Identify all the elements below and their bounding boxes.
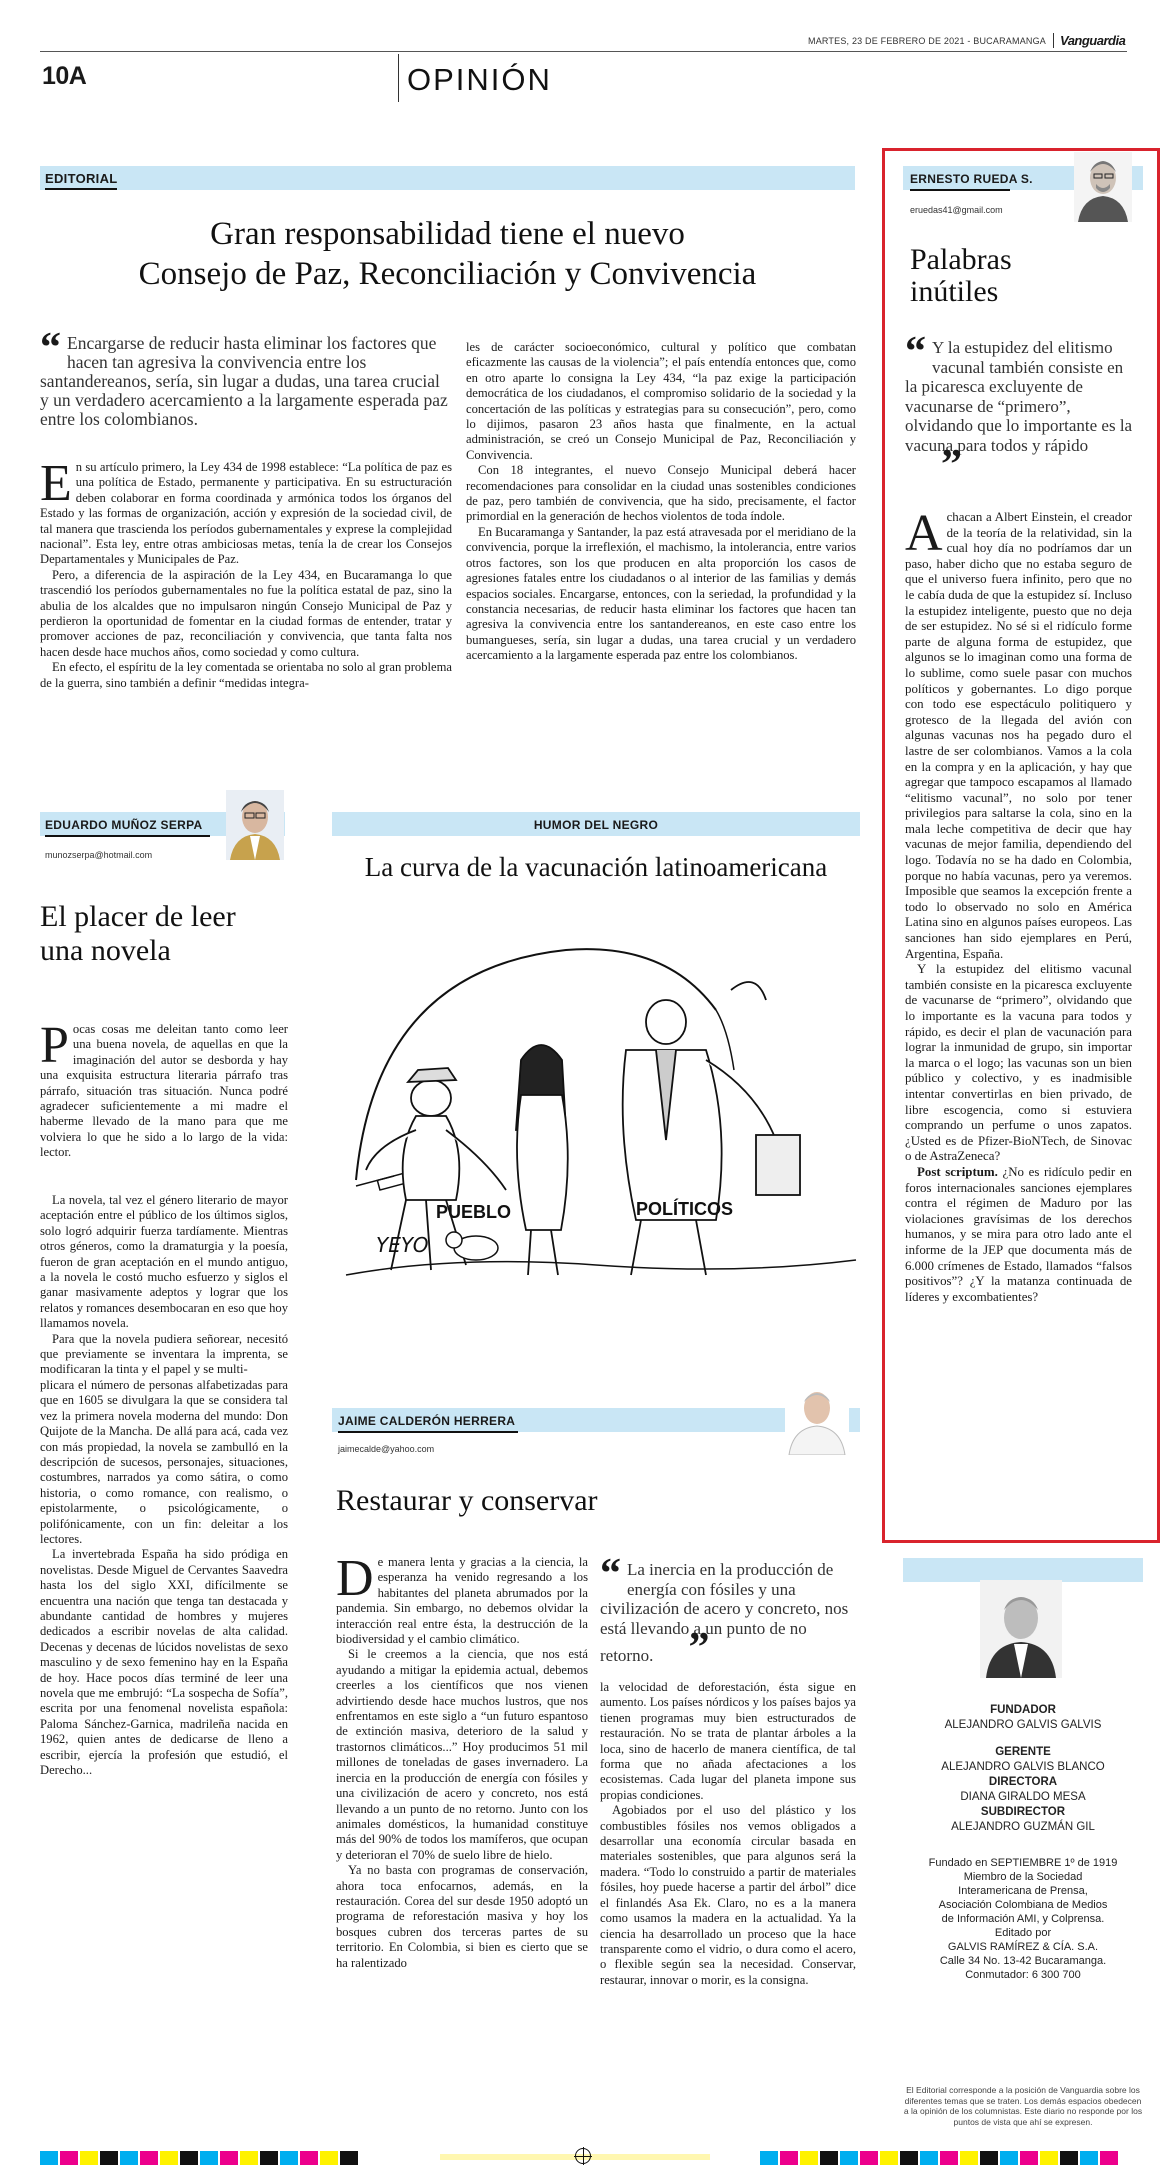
munoz-title-line2: una novela <box>40 934 171 967</box>
open-quote-mark: “ <box>905 329 926 375</box>
masthead-info-line: Interamericana de Prensa, <box>958 1885 1088 1897</box>
directora-name: DIANA GIRALDO MESA <box>960 1791 1086 1803</box>
editorial-c2-p3: En Bucaramanga y Santander, la paz está atravesada por el meridiano de la convivencia, porque la irreflexión, el machismo, la intolerancia, entre varios otros factores, son los que producen en alta proporción los casos de agresiones fatales entre los ciudadanos o al interior de las familias y demás espacios sociales. Encargarse, entonces, con la seriedad, la profundidad y la constancia necesarias, de reducir hasta eliminar los factores que hacen tan agresiva la convivencia entre los santandereanos, en este caso entre los bumangueses, sería, sin lugar a dudas, una tarea crucial y un verdadero acercamiento a la largamente esperada paz entre los colombianos. <box>466 524 856 663</box>
calderon-column-1 <box>336 1550 588 1971</box>
rueda-author-underline <box>910 189 1010 191</box>
close-quote-mark: ” <box>688 1625 710 1671</box>
cartoon-label-politicos: POLÍTICOS <box>636 1199 734 1219</box>
open-quote-mark: “ <box>40 325 61 371</box>
calderon-dropcap: D <box>336 1550 374 1607</box>
rueda-p3: ¿No es ridículo pedir en foros internacionales sanciones ejemplares contra el régimen de Maduro por las violaciones gravísimas de los derechos humanos, y se mira para otro lado ante el informe de la JEP que documenta más de 6.000 crímenes de Estado, llamados “falsos positivos”? ¿Y la matanza continuada de líderes y excombatientes? <box>905 1164 1132 1304</box>
open-quote-mark: “ <box>600 1551 621 1597</box>
color-registration-right <box>760 2150 1120 2169</box>
editorial-label-underline <box>45 188 117 190</box>
masthead-info <box>903 1856 1143 1982</box>
gerente-label: GERENTE <box>995 1746 1051 1758</box>
editorial-title-line2: Consejo de Paz, Reconciliación y Convivencia <box>138 256 757 292</box>
calderon-author-underline <box>338 1431 518 1433</box>
munoz-title-line1: El placer de leer <box>40 900 236 933</box>
rueda-author: ERNESTO RUEDA S. <box>910 172 1033 186</box>
munoz-body-top <box>40 1017 288 1161</box>
directora-label: DIRECTORA <box>988 1776 1058 1788</box>
calderon-pull-quote <box>600 1551 856 1671</box>
editorial-label: EDITORIAL <box>45 171 118 186</box>
editorial-title <box>40 214 855 294</box>
masthead-info-line: de Información AMI, y Colprensa. <box>941 1913 1105 1925</box>
rueda-title-line2: inútiles <box>910 275 999 308</box>
calderon-p4: la velocidad de deforestación, ésta sigue en aumento. Los países nórdicos y los países bajos ya tienen programas muy bien estructurados de restauración. No se trata de plantar árboles a la loca, sino de hacerlo de manera científica, de tal forma que no añada afectaciones a los ecosistemas. Cada lugar del planeta impone sus propias condiciones. <box>600 1680 856 1802</box>
header-rule <box>40 51 1127 52</box>
registration-mark-icon <box>575 2148 591 2164</box>
date-line: MARTES, 23 DE FEBRERO DE 2021 - BUCARAMANGA <box>808 36 1046 46</box>
masthead-info-line: Fundado en SEPTIEMBRE 1º de 1919 <box>928 1857 1118 1869</box>
masthead-info-line: GALVIS RAMÍREZ & CÍA. S.A. <box>947 1941 1099 1953</box>
calderon-email: jaimecalde@yahoo.com <box>338 1444 435 1454</box>
masthead-info-line: Editado por <box>994 1927 1052 1939</box>
fundador-name: ALEJANDRO GALVIS GALVIS <box>944 1719 1102 1731</box>
rueda-pull-quote <box>905 329 1137 488</box>
calderon-p3: Ya no basta con programas de conservación, ahora toca enfocarnos, además, en la restauración. Corea del sur desde 1950 adoptó un programa de reforestación masiva y hoy los bosques cubren dos terceras partes de su territorio. En Colombia, si bien es cierto que se ha ralentizado <box>336 1863 588 1970</box>
gerente-name: ALEJANDRO GALVIS BLANCO <box>941 1761 1105 1773</box>
munoz-author-underline <box>45 835 210 837</box>
editorial-bar <box>40 166 855 190</box>
editorial-quote-text: Encargarse de reducir hasta eliminar los factores que hacen tan agresiva la convivencia entre los santandereanos, sería, sin lugar a dudas, una tarea crucial y un verdadero acercamiento a la largamente esperada paz entre los colombianos. <box>40 333 448 429</box>
masthead-info-line: Miembro de la Sociedad <box>963 1871 1083 1883</box>
editorial-dropcap: E <box>40 455 72 512</box>
munoz-title <box>40 900 236 968</box>
editorial-column-2 <box>466 340 856 664</box>
rueda-email: eruedas41@gmail.com <box>910 205 1003 215</box>
munoz-p3b: plicara el número de personas alfabetizadas para que en 1605 se divulgara la que se considera tal vez la primera novela moderna del mundo: Don Quijote de la Mancha. De allá para acá, cada vez con más propiedad, la novela se zambulló en la descripción de sucesos, personajes, situaciones, costumbres, narrados ya como sátira, o como historia, o como romance, con realismo, o epistolarmente, o psicológicamente, o polifónicamente, con un fin: deleitar a los lectores. <box>40 1377 288 1546</box>
calderon-p5: Agobiados por el uso del plástico y los combustibles fósiles nos vemos obligados a desarrollar una economía circular basada en materiales sostenibles, que para algunos será la madera. “Todo lo construido a partir de materiales fósiles, hoy puede hacerse a partir del árbol” dice el finlandés Asa Ek. Claro, no es a la manera como usamos la madera en la actualidad. Ya la ciencia ha desarrollado un proceso que la hace transparente como el vidrio, o dura como el acero, o flexible según sea la necesidad. Conservar, restaurar, innovar o morir, es la consigna. <box>600 1803 856 1987</box>
munoz-photo <box>226 790 284 860</box>
humor-label: HUMOR DEL NEGRO <box>533 818 659 832</box>
rueda-p2: Y la estupidez del elitismo vacunal también consiste en la picaresca excluyente de vacunarse de “primero”, olvidando que lo importante es la vacuna para todos y rápido, es decir el plan de vacunación para lograr la inmunidad de grupo, sin importar la marca o el logo; las vacunas son un bien público y colectivo, y es inadmisible intentar convertirlas en bien privado, de libre escogencia, como si estuviera comprando un perfume o unos zapatos. ¿Usted es de Pfizer-BioNTech, de Sinovac o de AstraZeneca? <box>905 962 1132 1164</box>
munoz-p2-text: La novela, tal vez el género literario de mayor aceptación entre el público de los últimos siglos, solo logró adquirir fuerza tardíamente. Mientras otros géneros, como la dramaturgia y la poesía, fueron de gran aceptación en el mundo antiguo, a la novela le costó mucho esfuerzo y siglos el ganar masivamente adeptos y lograr que los relatos y romances desembocaran en eso que hoy llamamos novela. <box>40 1193 288 1331</box>
masthead-bar <box>903 1558 1143 1582</box>
rueda-ps-label: Post scriptum. <box>917 1164 998 1179</box>
masthead-info-line: Calle 34 No. 13-42 Bucaramanga. <box>939 1955 1107 1967</box>
header-divider <box>398 54 399 102</box>
calderon-photo <box>785 1380 849 1455</box>
subdirector-label: SUBDIRECTOR <box>980 1806 1066 1818</box>
rueda-dropcap: A <box>905 505 943 562</box>
munoz-p2 <box>40 1193 288 1332</box>
munoz-p1: ocas cosas me deleitan tanto como leer una buena novela, de aquellas en que la imaginación del autor se desborda y hay una exquisita estructura literaria párrafo tras párrafo, situación tras situación. Nunca podré agradecer suficientemente a mi madre el haberme llevado de la mano para que me volviera lo que he sido a lo largo de la vida: lector. <box>40 1022 288 1160</box>
fundador-label: FUNDADOR <box>990 1704 1056 1716</box>
munoz-email: munozserpa@hotmail.com <box>45 850 153 860</box>
masthead-info-line: Conmutador: 6 300 700 <box>965 1969 1081 1981</box>
brand-logo: Vanguardia <box>1053 33 1125 48</box>
munoz-author: EDUARDO MUÑOZ SERPA <box>45 818 203 832</box>
editorial-column-1 <box>40 455 452 691</box>
munoz-p4: La invertebrada España ha sido pródiga en novelistas. Desde Miguel de Cervantes Saavedra hasta los del siglo XXI, difícilmente se encuentra una nación que tenga tan destacada y abundante cantidad de hombres y mujeres dedicados a escribir novelas de alta calidad. Decenas y decenas de lúcidos novelistas de sexo masculino y de sexo femenino hay en la España de hoy. Hace pocos días terminé de leer una novela que me embrujó: “La sospecha de Sofía”, escrita por una fenomenal novelista española: Paloma Sánchez-Garnica, madrileña nacida en 1962, quien antes de dedicarse de lleno a escribir, ejercía la profesión que estudió, el Derecho... <box>40 1547 288 1778</box>
masthead-disclaimer: El Editorial corresponde a la posición de Vanguardia sobre los diferentes temas que se traten. Los demás espacios obedecen a la opinión de los columnistas. Este diario no responde por los puntos de vista que ahí se expresen. <box>903 2085 1143 2127</box>
section-title: OPINIÓN <box>407 62 552 97</box>
rueda-p1: chacan a Albert Einstein, el creador de la teoría de la relatividad, sin la cual hoy día no podríamos dar un paso, haber dicho que no estaba seguro de que el universo fuera infinito, pero que no le cabía duda de que la estupidez sí. Incluso la estupidez inteligente, puesto que no deja de ser estupidez. No sé si el ridículo forme parte de alguna forma de estupidez, que algunos se lo imaginan como una forma de lo sublime, como suele pasar con muchos políticos y gobernantes. Lo digo porque con todo ese espectáculo politiquero y grotesco de la llegada del avión con algunas vacunas nos ha pegado duro el lastre de ser colombianos. Vamos a la cola en la compra y en la aplicación, y hay que agregar que tampoco escapamos al llamado “elitismo vacunal”, no solo por tener privilegios para saltarse la cola, sino en la mala leche competitiva de decir que hay vacunas de mejor familia, dependiendo del logo. Todavía no se ha dado en Colombia, porque no había vacunas, pero ya veremos. Imposible que seamos la excepción frente a todo lo observado no solo en América Latina sino en algunos países europeos. Las sanciones han sido ejemplares en Perú, Argentina, España. <box>905 510 1132 961</box>
editorial-p3: En efecto, el espíritu de la ley comentada se orientaba no solo al gran problema de la guerra, sino también a definir “medidas integra- <box>40 660 452 690</box>
cartoon-label-pueblo: PUEBLO <box>436 1202 512 1222</box>
editorial-title-line1: Gran responsabilidad tiene el nuevo <box>210 216 685 252</box>
rueda-photo <box>1074 152 1132 222</box>
rueda-title-line1: Palabras <box>910 243 1012 276</box>
calderon-column-2 <box>600 1680 856 1988</box>
subdirector-name: ALEJANDRO GUZMÁN GIL <box>951 1821 1095 1833</box>
calderon-quote-text: La inercia en la producción de energía con fósiles y una civilización de acero y concreto, nos está llevando a un punto de no retorno. <box>600 1560 849 1665</box>
munoz-p3: Para que la novela pudiera señorear, necesitó que previamente se inventara la imprenta, se modificaran la tinta y el papel y se multi- <box>40 1331 288 1377</box>
munoz-dropcap: P <box>40 1017 69 1074</box>
founder-photo <box>980 1580 1062 1678</box>
calderon-p1: e manera lenta y gracias a la ciencia, la esperanza ha venido regresando a los habitantes del planeta abrumados por la pandemia. Sin embargo, no debemos olvidar la interacción real entre ésta, la destrucción de la biodiversidad y el cambio climático. <box>336 1555 588 1647</box>
color-registration-left <box>40 2150 360 2169</box>
munoz-body-narrow <box>40 1193 288 1778</box>
humor-title: La curva de la vacunación latinoamericana <box>364 852 828 882</box>
editorial-c2-p2: Con 18 integrantes, el nuevo Consejo Municipal deberá hacer recomendaciones para consolidar en la ciudad unas sostenibles condiciones de paz, pero también de convivencia, que ha sido, precisamente, el factor primordial en la generación de hechos violentos de toda índole. <box>466 463 856 524</box>
rueda-title <box>910 244 1012 308</box>
editorial-p1: n su artículo primero, la Ley 434 de 1998 establece: “La política de paz es una política de Estado, permanente y participativa. En su estructuración deben colaborar en forma coordinada y armónica todos los órganos del Estado y las formas de organización, acción y expresión de la sociedad civil, de tal manera que trascienda los períodos gubernamentales y exprese la complejidad nacional”. Esta ley, entre otras ambiciosas metas, tenía la de crear los Consejos Departamentales y Municipales de Paz. <box>40 460 452 567</box>
editorial-pull-quote <box>40 325 452 429</box>
editorial-c2-p1: les de carácter socioeconómico, cultural y político que combatan eficazmente las causas de la violencia”; el país entendía entonces que, como en otro aparte lo consigna la Ley 434, “la paz exige la participación democrática de los ciudadanos, el compromiso solidario de la sociedad y la concertación de las políticas y estrategias para su consecución”, pero, como lo dijimos, pasaron 23 años hasta que finalmente, en la actual administración, se creó un Consejo Municipal de Paz, Reconciliación y Convivencia. <box>466 340 856 462</box>
close-quote-mark: ” <box>941 442 962 488</box>
rueda-quote-text: Y la estupidez del elitismo vacunal también consiste en la picaresca excluyente de vacunarse de “primero”, olvidando que lo importante es la vacuna para todos y rápido <box>905 338 1133 455</box>
calderon-author: JAIME CALDERÓN HERRERA <box>338 1414 516 1428</box>
masthead-staff <box>903 1703 1143 1835</box>
calderon-title: Restaurar y conservar <box>336 1484 598 1517</box>
calderon-p2: Si le creemos a la ciencia, que nos está ayudando a mitigar la epidemia actual, debemos creerles a los científicos que nos vienen advirtiendo desde hace muchos lustros, que nos enfrentamos en este siglo a “un futuro espantoso de extinción masiva, deterioro de la salud y trastornos climáticos...” Hoy producimos 51 mil millones de toneladas de gases invernadero. La inercia en la producción de energía con fósiles y una civilización de acero y concreto, nos está llevando a un punto de no retorno. Junto con los animales domésticos, la humanidad constituye más del 90% de todos los mamíferos, que ocupan y deterioran el 70% de suelo libre de hielo. <box>336 1647 588 1862</box>
cartoon <box>336 930 860 1310</box>
page-number: 10A <box>42 62 87 90</box>
cartoon-signature: YEYO <box>376 1233 429 1257</box>
masthead-info-line: Asociación Colombiana de Medios <box>938 1899 1108 1911</box>
editorial-p2: Pero, a diferencia de la aspiración de la Ley 434, en Bucaramanga lo que trascendió los períodos gubernamentales no fue la política estatal de paz, sino la abulia de los alcaldes que no impulsaron ningún Consejo Municipal de Paz y perdieron la oportunidad de fomentar en la ciudad formas de entender, tratar y promover acciones de paz, reconciliación y convivencia, que tanta falta nos hacen desde hace muchos años, como sociedad y como cultura. <box>40 567 452 659</box>
rueda-body <box>905 505 1132 1305</box>
